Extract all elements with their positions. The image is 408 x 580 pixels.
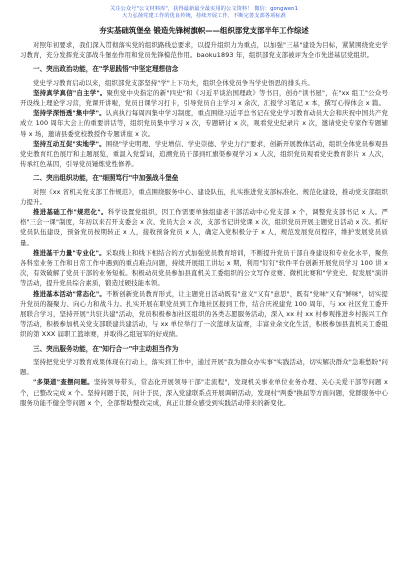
section-1-para-3 [20, 108, 388, 139]
para-lead: 推进基础工作"规范化"。 [33, 208, 108, 217]
promo-line-2: 大力弘扬党建工作的优良传统，持续开展工作，不断完善支部各项标准 [122, 13, 286, 19]
document-title: 夯实基础筑堡垒 锻造先锋树旗帜——组织部党支部半年工作综述 [99, 26, 309, 35]
section-2-heading: 二、突出组织功能，在"细照笃行"中加强战斗堡垒 [33, 174, 179, 183]
promo-text: 关注公众号"公文材料库"，获得最新最全最实用的公文资料！ [110, 6, 253, 12]
section-2-para-4 [20, 289, 388, 340]
para-text: 不断创新党员教育形式，让主题党日活动既有"意义"又有"意思"，既有"党味"又有"鲜味"，切实提升党员的凝聚力、向心力和战斗力。扎实开展在职党员到工作地社区报到工作，结合庆祝建党 100 周年，与 xx 社区党工委开展联合学习，坚持开展"共驻共建"活动，党员积极参加社区组织的各类志愿服务活动，深入 xx 村 xx 村参观推进乡村振兴工作等活动，积极参加机关党支部联建共建活动，与 xx 单位举行了一次篮球友谊赛，丰富业余文化生活，积极参加县直机关工委组织的第 XXX 届职工篮球赛，并取得乙组冠军的好成绩。 [20, 289, 388, 339]
para-lead: 坚持真学真信"自主学"。 [33, 88, 107, 97]
section-2-para-1 [20, 187, 388, 207]
para-lead: 推进基干力量"专业化"。 [33, 248, 106, 257]
section-3-heading: 三、突出服务功能，在"知行合一"中主动担当作为 [33, 344, 179, 353]
intro-paragraph: 对照年初要求，我们深入贯彻落实党的组织路线总要求，以提升组织力为重点，以加强"三基"建设为目标，紧紧围绕党史学习教育，充分发挥党支部战斗堡垒作用和党员先锋模范作用。baoku1893 年，组织部党支部被评为全市先进基层党组织。 [20, 41, 388, 60]
para-lead: 坚持学深悟透"集中学"。 [33, 109, 106, 118]
para-lead: 坚持互动互促"实地学"。 [33, 139, 106, 148]
para-text: 对照《xx 省机关党支部工作规范》，重点围绕服务中心、建设队伍，扎实推进党支部标准化、规范化建设，推动党支部组织力提升。 [20, 187, 388, 206]
para-text: 科学设置党组织，因工作需要单独组建老干部活动中心党支部 x 个，调整党支部书记 x 人。严格"三会一课"制度，年初以来召开支委会 x 次、党员大会 x 次，支部书记讲党课 x 次，组织党员开展主题党日活动 x 次。抓好党员队伍建设，预备党员按期转正 x 人，接收预备党员 x 人，确定入党积极分子 x 人，规范发展党员程序，维护发展党员质量。 [20, 208, 389, 247]
para-text: 围绕"学史明理、学史增信、学史崇德、学史力行"要求，创新开展教体活动，组织全体党员参观县党史教育红色展厅和主题展览，重温入党誓词，追溯党员干部到红旗渠参观学习 x 人次，组织党员观看党史教育影片 x 人次，传承红色基因，引导党员锤炼党性修养。 [20, 139, 388, 169]
para-text: 聚焦党中央指定的新"四史"和《习近平谈治国理政》等书目，创办"读书屋"，在"xx 组工"公众号开设线上理论学习营，党课开讲啦，党员日课学习打卡，引导党员自主学习 x 余次，汇报学习笔记 x 本，撰写心得体会 x 篇。 [20, 88, 389, 108]
para-lead: 推进基本活动"常态化"。 [33, 289, 106, 298]
section-1-para-1 [20, 78, 388, 88]
section-1-para-4 [20, 139, 388, 170]
section-1-para-2 [20, 88, 388, 108]
para-text: 党史学习教育启动以来，组织部党支部坚持"学"上下功夫，组织全体党员争当学史悟思的排头兵。 [33, 78, 314, 87]
section-2-para-2 [20, 207, 388, 248]
para-lead: "多渠道"查摆问题。 [33, 378, 94, 387]
para-text: 采取线上和线下相结合的方式加强党员教育培训，不断提升党员干部自身建设和专业化水平，聚焦各科室业务工作和日常工作中遇到的重点难点问题，持续开展组工讲坛 x 期，利用"钉钉"软件平台创新开展党员学习 100 讲 x 次，有效破解了党员干部的业务短板。积极动员党员参加县直机关工委组织的公文写作竞赛、微机比赛和"学党史、促发展"演讲等活动，提升党员综合素质，锻造过硬技能本领。 [20, 248, 388, 288]
section-3-para-2 [20, 377, 388, 408]
section-1-heading: 一、突出政治功能，在"学思践悟"中坚定理想信念 [33, 65, 179, 74]
para-text: 坚持把党史学习教育成果体现在行动上，落实到工作中，通过开展"我为群众办实事"实践活动，切实解决群众"急难愁盼"问题。 [20, 357, 388, 377]
para-text: 坚持领导带头，常态化开展领导干部"走流程"，发现机关事业单位业务办理、关心关爱干部等问题 x 个，已整改完成 x 个。坚持问题于民，问计于民，深入党建联系点开展调研活动，发现村"两委"换届等方面问题，党群服务中心服务功能不健全等问题 x 个，全部帮助整改完成，真正让群众感受到实践活动带来的新变化。 [20, 378, 388, 407]
promo-line-1 [20, 6, 388, 13]
promo-banner [20, 6, 388, 20]
section-3-para-1 [20, 357, 388, 377]
section-2-para-3 [20, 248, 388, 289]
promo-wechat: 微信：gongwen1 [254, 6, 298, 12]
para-text: 认真执行每周四集中学习制度，重点围绕习近平总书记在党史学习教育动员大会和庆祝中国共产党成立 100 周年大会上的重要讲话等，组织党员集中学习 x 次，专题研讨 x 次，观看党史纪录片 x 次，邀请党史专家作专题辅导 x 场，邀请县委党校教授作专题讲座 x 次。 [20, 109, 388, 138]
